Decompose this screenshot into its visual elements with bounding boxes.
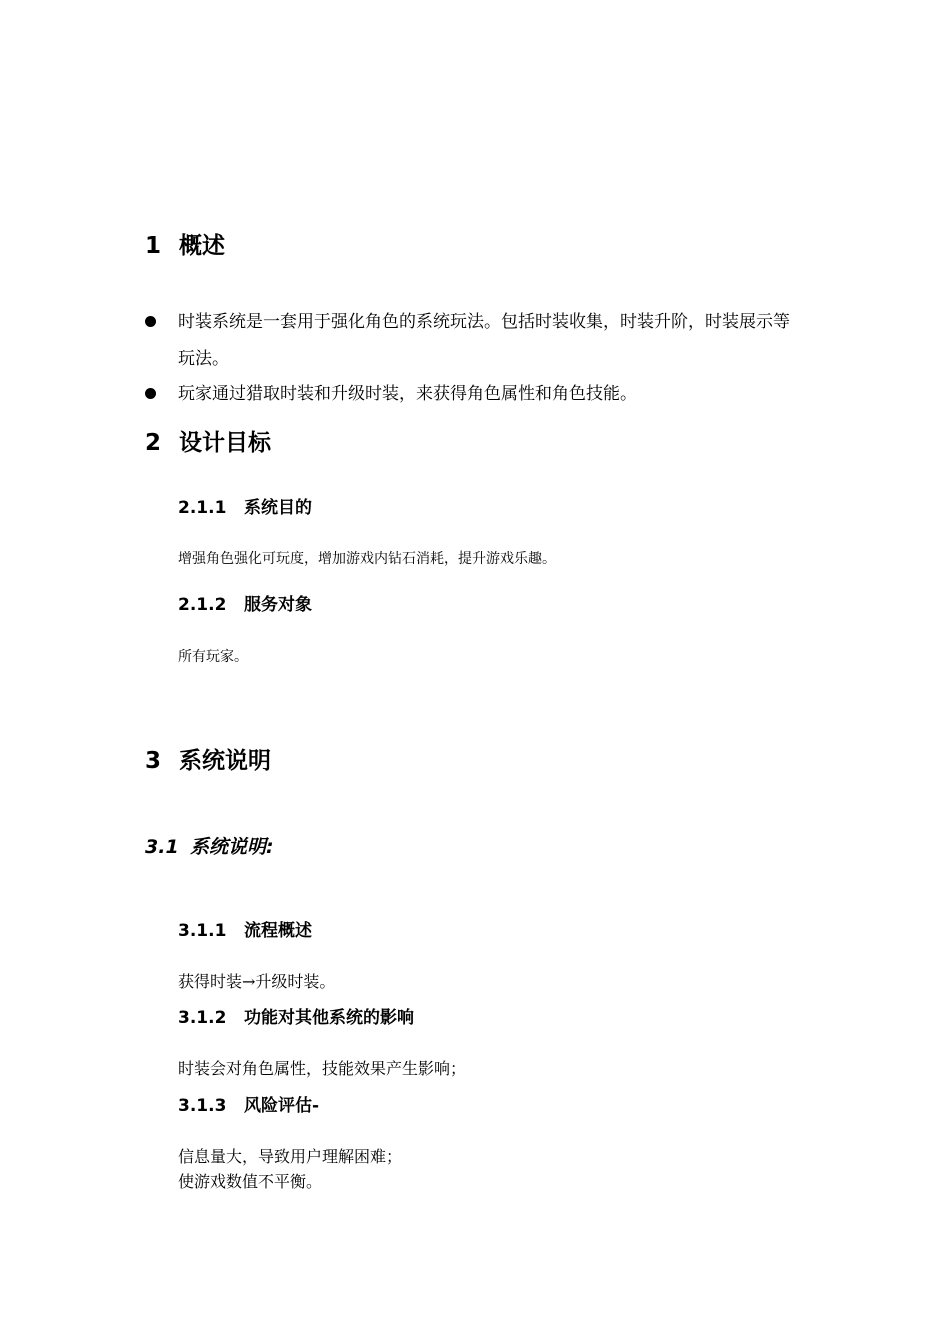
subsection-3-1-heading — [145, 834, 274, 860]
subsection-title: 风险评估- — [244, 1096, 320, 1116]
subsection-3-1-2-heading — [178, 1006, 414, 1030]
subsection-title: 流程概述 — [244, 921, 312, 941]
subsection-title: 系统说明: — [190, 836, 274, 858]
subsection-number: 3.1 — [145, 836, 179, 858]
bullet-item — [145, 376, 805, 413]
subsection-text: 获得时装→升级时装。 — [178, 972, 336, 991]
section-title: 系统说明 — [179, 748, 271, 774]
subsection-text: 使游戏数值不平衡。 — [178, 1172, 323, 1191]
section-2-heading — [145, 428, 271, 458]
subsection-text: 增强角色强化可玩度，增加游戏内钻石消耗，提升游戏乐趣。 — [178, 551, 556, 567]
subsection-text: 所有玩家。 — [178, 649, 248, 665]
subsection-3-1-3-heading — [178, 1094, 319, 1118]
subsection-number: 3.1.2 — [178, 1008, 227, 1028]
subsection-2-1-2-heading — [178, 593, 312, 617]
section-title: 设计目标 — [179, 430, 271, 456]
subsection-title: 服务对象 — [244, 595, 312, 615]
subsection-title: 功能对其他系统的影响 — [244, 1008, 414, 1028]
subsection-number: 3.1.3 — [178, 1096, 227, 1116]
subsection-number: 2.1.1 — [178, 498, 227, 518]
subsection-text: 信息量大，导致用户理解困难； — [178, 1147, 403, 1166]
subsection-number: 3.1.1 — [178, 921, 227, 941]
section-1-heading — [145, 231, 225, 261]
bullet-text: 时装系统是一套用于强化角色的系统玩法。包括时装收集，时装升阶，时装展示等玩法。 — [178, 312, 790, 369]
subsection-title: 系统目的 — [244, 498, 312, 518]
bullet-dot-icon — [145, 388, 156, 399]
bullet-text: 玩家通过猎取时装和升级时装，来获得角色属性和角色技能。 — [178, 384, 637, 404]
subsection-2-1-1-heading — [178, 496, 312, 520]
subsection-number: 2.1.2 — [178, 595, 227, 615]
section-number: 1 — [145, 233, 162, 259]
section-title: 概述 — [179, 233, 225, 259]
section-3-heading — [145, 746, 271, 776]
bullet-item — [145, 304, 805, 378]
bullet-dot-icon — [145, 316, 156, 327]
section-number: 3 — [145, 748, 162, 774]
section-number: 2 — [145, 430, 162, 456]
subsection-text: 时装会对角色属性，技能效果产生影响； — [178, 1059, 467, 1078]
subsection-3-1-1-heading — [178, 919, 312, 943]
